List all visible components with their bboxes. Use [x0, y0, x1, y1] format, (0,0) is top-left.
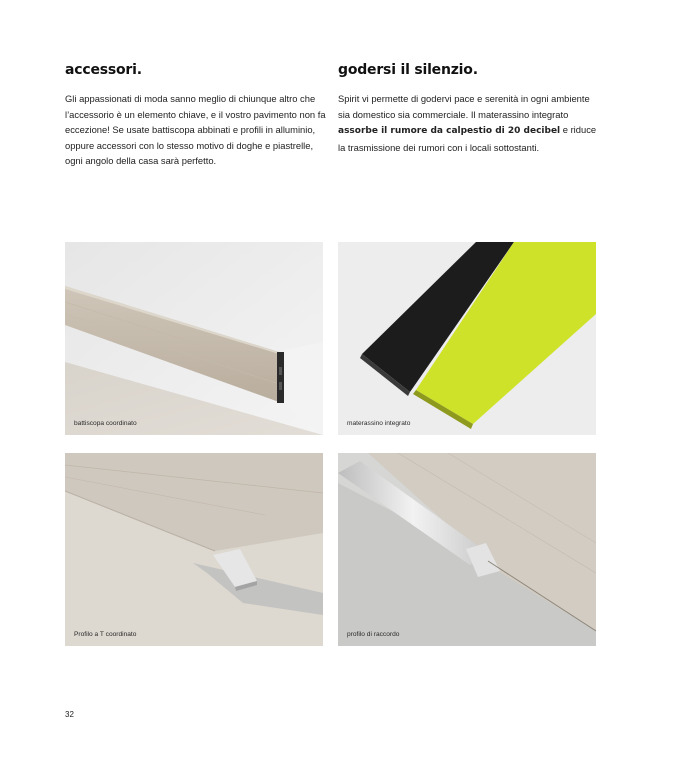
silenzio-text — [338, 91, 603, 155]
silenzio-heading: godersi il silenzio. — [338, 62, 478, 78]
page-number: 32 — [65, 710, 74, 719]
materassino-image — [338, 242, 596, 435]
accessori-section — [65, 62, 327, 169]
silenzio-section — [338, 62, 603, 155]
accessori-heading: accessori. — [65, 62, 142, 78]
photo-profilo-t — [65, 453, 323, 646]
accessori-text: Gli appassionati di moda sanno meglio di chiunque altro che l’accessorio è un elemento chiave, e il vostro pavimento non fa eccezione! Se usate battiscopa abbinati e profili in alluminio, oppure accessori con lo stesso motivo di doghe e piastrelle, ogni angolo della casa sarà perfetto. — [65, 93, 326, 166]
caption-profilo-raccordo: profilo di raccordo — [347, 631, 400, 638]
photo-materassino — [338, 242, 596, 435]
silenzio-text-part2: e riduce la trasmissione dei rumori con i locali sottostanti. — [338, 124, 597, 153]
caption-profilo-t: Profilo a T coordinato — [74, 631, 137, 638]
profilo-t-image — [65, 453, 323, 646]
photo-profilo-raccordo — [338, 453, 596, 646]
caption-battiscopa: battiscopa coordinato — [74, 420, 137, 427]
caption-materassino: materassino integrato — [347, 420, 411, 427]
silenzio-text-part1: Spirit vi permette di godervi pace e serenità in ogni ambiente sia domestico sia commerciale. Il materassino integrato — [338, 93, 590, 120]
silenzio-text-bold: assorbe il rumore da calpestio di 20 decibel — [338, 126, 561, 136]
battiscopa-image — [65, 242, 323, 435]
photo-battiscopa — [65, 242, 323, 435]
profilo-raccordo-image — [338, 453, 596, 646]
